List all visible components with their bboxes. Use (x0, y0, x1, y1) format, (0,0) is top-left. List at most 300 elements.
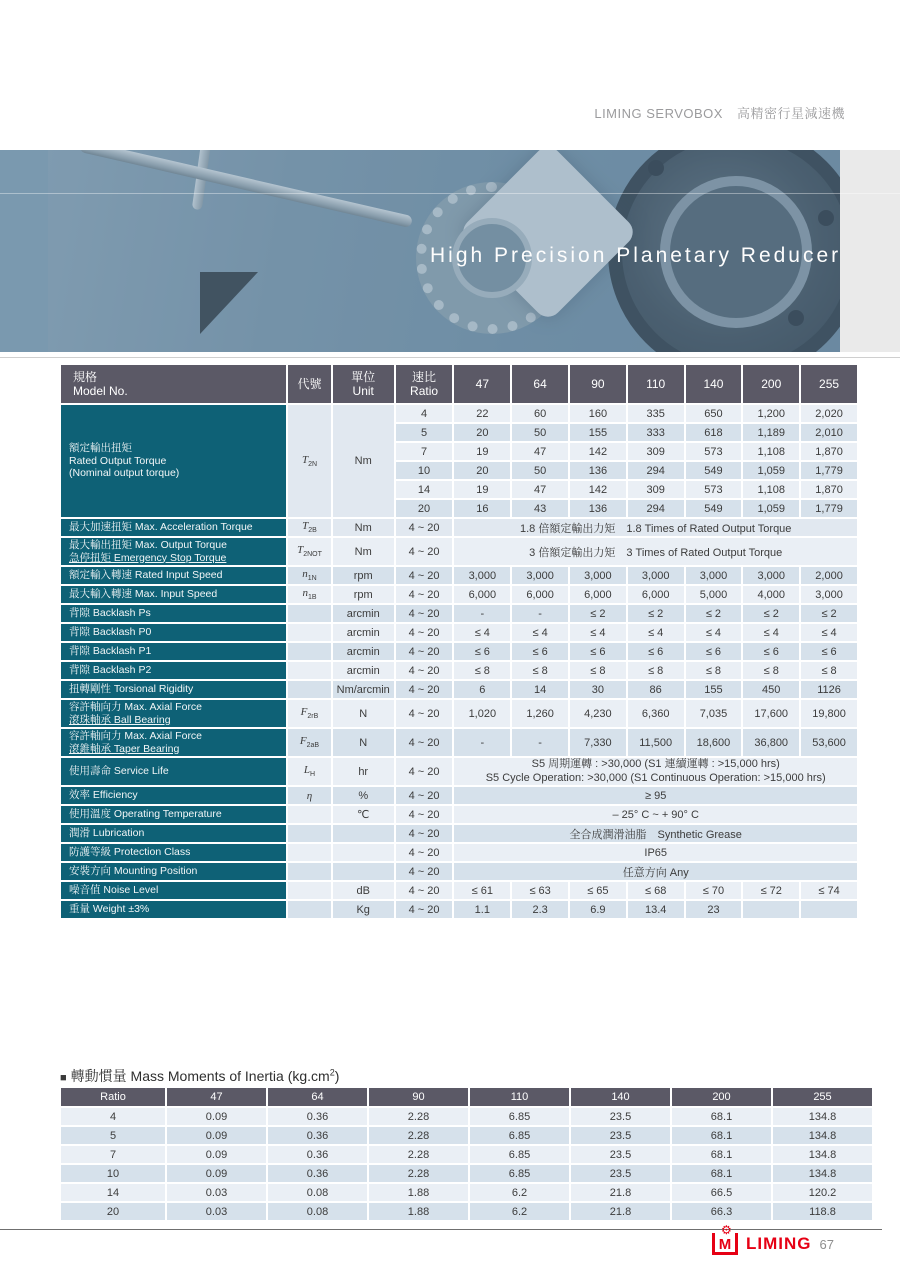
spec-value-cell: 450 (743, 681, 799, 698)
spec-value-cell: 3,000 (686, 567, 742, 584)
spec-symbol-cell (288, 605, 331, 622)
spec-value-cell: ≤ 4 (743, 624, 799, 641)
spec-value-cell: 7,330 (570, 729, 626, 756)
spec-value-cell: ≤ 8 (801, 662, 857, 679)
spec-label-line: 急停扭矩 Emergency Stop Torque (69, 551, 227, 564)
spec-symbol-cell (288, 758, 331, 785)
spec-header-model: 90 (570, 365, 626, 403)
inertia-value-cell: 6.85 (470, 1108, 569, 1125)
spec-value-cell: 43 (512, 500, 568, 517)
spec-value-cell: 1,189 (743, 424, 799, 441)
spec-unit-cell: Nm/arcmin (333, 681, 394, 698)
spec-ratio-cell: 4 ~ 20 (396, 586, 453, 603)
spec-value-cell: 2,010 (801, 424, 857, 441)
header-line: 規格 (73, 369, 98, 384)
spec-value-cell: 50 (512, 462, 568, 479)
spec-value-cell: 20 (454, 424, 510, 441)
inertia-value-cell: 0.03 (167, 1184, 266, 1201)
spec-unit-cell: % (333, 787, 394, 804)
spec-symbol-cell (288, 586, 331, 603)
spec-label-cell (61, 538, 286, 565)
spec-symbol-cell (288, 863, 331, 880)
spec-value-cell: ≤ 70 (686, 882, 742, 899)
inertia-value-cell: 0.09 (167, 1127, 266, 1144)
spec-value-cell: ≤ 6 (801, 643, 857, 660)
spec-symbol-cell (288, 844, 331, 861)
spec-value-cell: ≤ 2 (686, 605, 742, 622)
logo-letter: M (718, 1236, 732, 1253)
spec-value-cell: ≤ 6 (686, 643, 742, 660)
spec-label-line: 背隙 Backlash Ps (69, 607, 151, 620)
inertia-header-cell: 47 (167, 1088, 266, 1106)
spec-row (61, 519, 857, 536)
spec-value-cell: 1,108 (743, 481, 799, 498)
hero-title: High Precision Planetary Reducer (430, 244, 842, 267)
spec-value-cell: 549 (686, 500, 742, 517)
spec-unit-cell: dB (333, 882, 394, 899)
spec-label-line: 背隙 Backlash P0 (69, 626, 152, 639)
spec-ratio-cell: 4 ~ 20 (396, 758, 453, 785)
spec-value-cell: 3,000 (801, 586, 857, 603)
spec-value-cell: 573 (686, 481, 742, 498)
inertia-header-cell: 200 (672, 1088, 771, 1106)
inertia-value-cell: 0.09 (167, 1146, 266, 1163)
spec-value-cell: 6,000 (628, 586, 684, 603)
spec-label-line: 背隙 Backlash P1 (69, 645, 152, 658)
spec-value-cell: 6.9 (570, 901, 626, 918)
spec-ratio-cell: 4 ~ 20 (396, 863, 453, 880)
spec-header-unit (333, 365, 394, 403)
spec-label-line: 效率 Efficiency (69, 789, 138, 802)
spec-symbol-cell (288, 806, 331, 823)
spec-value-cell: 5,000 (686, 586, 742, 603)
spec-row (61, 825, 857, 842)
spec-value-cell: 13.4 (628, 901, 684, 918)
inertia-ratio-cell: 14 (61, 1184, 165, 1201)
spec-label-cell (61, 882, 286, 899)
top-rule-line (0, 357, 900, 358)
header-brand-text: LIMING SERVOBOX (594, 106, 723, 121)
spec-label-cell (61, 519, 286, 536)
spec-row (61, 863, 857, 880)
inertia-row (61, 1165, 872, 1182)
header-line: 單位 (351, 369, 376, 384)
spec-value-cell: 1,870 (801, 443, 857, 460)
spec-label-cell (61, 844, 286, 861)
spec-row (61, 662, 857, 679)
spec-unit-cell: arcmin (333, 605, 394, 622)
spec-value-cell: 6 (454, 681, 510, 698)
spec-value-cell: ≤ 8 (686, 662, 742, 679)
inertia-header-cell: 64 (268, 1088, 367, 1106)
spec-unit-cell: Nm (333, 538, 394, 565)
spec-label-line: 滾錐軸承 Taper Bearing (69, 742, 180, 755)
symbol-text: $F_{2rB}$ (300, 706, 319, 721)
inertia-table-head (61, 1088, 872, 1106)
inertia-value-cell: 68.1 (672, 1165, 771, 1182)
inertia-value-cell: 118.8 (773, 1203, 872, 1220)
spec-row (61, 787, 857, 804)
spec-value-cell: 1,260 (512, 700, 568, 727)
spec-unit-cell: Nm (333, 405, 394, 517)
spec-row (61, 405, 857, 422)
spec-value-cell: 650 (686, 405, 742, 422)
spec-label-cell (61, 605, 286, 622)
spec-value-cell: 294 (628, 462, 684, 479)
inertia-value-cell: 134.8 (773, 1165, 872, 1182)
inertia-value-cell: 0.36 (268, 1108, 367, 1125)
spec-label-cell (61, 700, 286, 727)
spec-value-cell: ≤ 6 (743, 643, 799, 660)
inertia-value-cell: 21.8 (571, 1203, 670, 1220)
spec-unit-cell: N (333, 700, 394, 727)
spec-unit-cell: arcmin (333, 643, 394, 660)
spec-header-row (61, 365, 857, 403)
spec-label-line: 容許軸向力 Max. Axial Force (69, 700, 203, 713)
spec-unit-cell: arcmin (333, 662, 394, 679)
spec-value-cell: 1,059 (743, 462, 799, 479)
header-line: Unit (352, 384, 374, 398)
spec-symbol-cell (288, 681, 331, 698)
spec-label-line: 滾珠軸承 Ball Bearing (69, 713, 171, 726)
spec-value-cell: 4,230 (570, 700, 626, 727)
spec-symbol-cell (288, 787, 331, 804)
spec-row (61, 624, 857, 641)
spec-value-cell: 549 (686, 462, 742, 479)
hero-divider-line (0, 193, 900, 194)
spec-table (59, 363, 859, 920)
spec-value-cell: 1,020 (454, 700, 510, 727)
footer-brand-text: LIMING (746, 1234, 812, 1253)
spec-unit-cell (333, 863, 394, 880)
header-line: 代號 (297, 376, 322, 391)
spec-symbol-cell (288, 643, 331, 660)
spec-value-cell: 2,000 (801, 567, 857, 584)
header-chinese-text: 高精密行星減速機 (736, 106, 845, 121)
symbol-text: $L_H$ (303, 764, 316, 779)
spec-value-cell: 19,800 (801, 700, 857, 727)
spec-value-cell: ≤ 6 (454, 643, 510, 660)
inertia-value-cell: 2.28 (369, 1165, 468, 1182)
spec-label-line: 容許軸向力 Max. Axial Force (69, 729, 203, 742)
inertia-value-cell: 66.5 (672, 1184, 771, 1201)
spec-header-model: 110 (628, 365, 684, 403)
spec-value-cell: 30 (570, 681, 626, 698)
spec-value-cell: 3,000 (628, 567, 684, 584)
header-line: 速比 (412, 369, 437, 384)
span-line: S5 Cycle Operation: >30,000 (S1 Continuous Operation: >15,000 hrs) (485, 771, 826, 784)
spec-label-cell (61, 787, 286, 804)
spec-label-line: (Nominal output torque) (69, 467, 180, 480)
spec-row (61, 882, 857, 899)
inertia-header-cell: Ratio (61, 1088, 165, 1106)
inertia-value-cell: 2.28 (369, 1127, 468, 1144)
spec-value-cell (743, 901, 799, 918)
spec-value-cell: 3,000 (512, 567, 568, 584)
spec-header-code (288, 365, 331, 403)
spec-value-cell: ≤ 4 (801, 624, 857, 641)
spec-value-cell: - (512, 729, 568, 756)
hero-right-margin (840, 150, 900, 352)
inertia-header-cell: 255 (773, 1088, 872, 1106)
spec-value-cell: ≤ 8 (454, 662, 510, 679)
inertia-value-cell: 1.88 (369, 1184, 468, 1201)
spec-value-cell: 17,600 (743, 700, 799, 727)
spec-value-cell: 4,000 (743, 586, 799, 603)
page-number: 67 (819, 1236, 834, 1252)
inertia-value-cell: 6.2 (470, 1203, 569, 1220)
spec-value-cell: ≤ 6 (628, 643, 684, 660)
spec-header-model: 255 (801, 365, 857, 403)
spec-value-cell (801, 901, 857, 918)
inertia-value-cell: 0.09 (167, 1165, 266, 1182)
spec-label-line: 防護等級 Protection Class (69, 846, 191, 859)
inertia-ratio-cell: 5 (61, 1127, 165, 1144)
spec-value-cell: ≤ 63 (512, 882, 568, 899)
spec-label-cell (61, 586, 286, 603)
spec-span-cell: IP65 (454, 844, 857, 861)
spec-value-cell: ≤ 2 (801, 605, 857, 622)
inertia-table (59, 1086, 874, 1222)
spec-ratio-cell: 4 ~ 20 (396, 662, 453, 679)
spec-value-cell: ≤ 4 (454, 624, 510, 641)
spec-symbol-cell (288, 700, 331, 727)
symbol-text: $F_{2aB}$ (299, 735, 320, 750)
inertia-header-cell: 110 (470, 1088, 569, 1106)
spec-header-model: 64 (512, 365, 568, 403)
inertia-value-cell: 6.85 (470, 1146, 569, 1163)
spec-label-cell (61, 643, 286, 660)
spec-value-cell: - (454, 605, 510, 622)
spec-value-cell: 36,800 (743, 729, 799, 756)
spec-label-line: 背隙 Backlash P2 (69, 664, 152, 677)
spec-value-cell: ≤ 8 (743, 662, 799, 679)
spec-span-cell: 任意方向 Any (454, 863, 857, 880)
spec-ratio-cell: 4 ~ 20 (396, 519, 453, 536)
inertia-title-sup: 2 (329, 1067, 335, 1078)
spec-label-cell (61, 758, 286, 785)
inertia-value-cell: 23.5 (571, 1165, 670, 1182)
spec-value-cell: ≤ 6 (570, 643, 626, 660)
spec-value-cell: ≤ 2 (743, 605, 799, 622)
inertia-value-cell: 2.28 (369, 1108, 468, 1125)
spec-value-cell: ≤ 4 (570, 624, 626, 641)
spec-symbol-cell (288, 882, 331, 899)
inertia-row (61, 1108, 872, 1125)
inertia-row (61, 1146, 872, 1163)
spec-symbol-cell (288, 538, 331, 565)
inertia-value-cell: 23.5 (571, 1108, 670, 1125)
spec-header-model-no (61, 365, 286, 403)
inertia-value-cell: 21.8 (571, 1184, 670, 1201)
spec-unit-cell: rpm (333, 567, 394, 584)
spec-table-body (61, 405, 857, 918)
spec-ratio-cell: 14 (396, 481, 453, 498)
spec-value-cell: 1,059 (743, 500, 799, 517)
spec-label-cell (61, 662, 286, 679)
inertia-value-cell: 66.3 (672, 1203, 771, 1220)
spec-value-cell: 618 (686, 424, 742, 441)
header-line: Ratio (410, 384, 439, 398)
inertia-value-cell: 0.08 (268, 1184, 367, 1201)
spec-symbol-cell (288, 405, 331, 517)
spec-header-ratio (396, 365, 453, 403)
spec-label-line: 最大輸出扭矩 Max. Output Torque (69, 538, 227, 551)
spec-ratio-cell: 4 ~ 20 (396, 729, 453, 756)
spec-value-cell: 20 (454, 462, 510, 479)
spec-label-line: 噪音值 Noise Level (69, 884, 159, 897)
spec-label-cell (61, 901, 286, 918)
inertia-value-cell: 68.1 (672, 1146, 771, 1163)
spec-unit-cell: ℃ (333, 806, 394, 823)
spec-value-cell: 19 (454, 443, 510, 460)
spec-value-cell: 2.3 (512, 901, 568, 918)
spec-symbol-cell (288, 729, 331, 756)
spec-label-line: 使用壽命 Service Life (69, 765, 169, 778)
spec-value-cell: - (454, 729, 510, 756)
spec-row (61, 758, 857, 785)
inertia-ratio-cell: 4 (61, 1108, 165, 1125)
inertia-value-cell: 6.85 (470, 1165, 569, 1182)
spec-value-cell: 1.1 (454, 901, 510, 918)
spec-ratio-cell: 20 (396, 500, 453, 517)
spec-value-cell: 294 (628, 500, 684, 517)
spec-row (61, 586, 857, 603)
spec-unit-cell (333, 844, 394, 861)
spec-ratio-cell: 4 ~ 20 (396, 538, 453, 565)
inertia-value-cell: 6.2 (470, 1184, 569, 1201)
spec-row (61, 681, 857, 698)
inertia-value-cell: 23.5 (571, 1127, 670, 1144)
inertia-table-body (61, 1108, 872, 1220)
spec-symbol-cell (288, 662, 331, 679)
inertia-value-cell: 120.2 (773, 1184, 872, 1201)
symbol-text: $T_{2NOT}$ (297, 544, 322, 559)
liming-logo-icon (712, 1223, 738, 1255)
symbol-text: $T_{2B}$ (302, 520, 317, 535)
inertia-value-cell: 134.8 (773, 1127, 872, 1144)
spec-value-cell: ≤ 4 (628, 624, 684, 641)
spec-value-cell: ≤ 72 (743, 882, 799, 899)
spec-label-line: 額定輸出扭矩 (69, 441, 132, 454)
spec-label-cell (61, 567, 286, 584)
spec-table-head (61, 365, 857, 403)
spec-value-cell: 1126 (801, 681, 857, 698)
spec-span-cell: 1.8 倍額定輸出力矩 1.8 Times of Rated Output Torque (454, 519, 857, 536)
spec-label-line: 最大輸入轉速 Max. Input Speed (69, 588, 218, 601)
symbol-text: $T_{2N}$ (301, 453, 318, 469)
inertia-title-close: ) (334, 1068, 340, 1084)
spec-unit-cell (333, 825, 394, 842)
spec-value-cell: 3,000 (743, 567, 799, 584)
spec-symbol-cell (288, 519, 331, 536)
spec-label-line: 重量 Weight ±3% (69, 903, 150, 916)
spec-value-cell: ≤ 4 (512, 624, 568, 641)
spec-label-cell (61, 624, 286, 641)
spec-label-line: 扭轉剛性 Torsional Rigidity (69, 683, 194, 696)
spec-value-cell: 335 (628, 405, 684, 422)
hero-left-strip (0, 150, 48, 352)
spec-row (61, 901, 857, 918)
square-bullet-icon: ■ (60, 1072, 67, 1084)
hero-banner (0, 150, 900, 352)
spec-unit-cell: Nm (333, 519, 394, 536)
inertia-ratio-cell: 10 (61, 1165, 165, 1182)
spec-span-cell (454, 758, 857, 785)
spec-value-cell: 573 (686, 443, 742, 460)
spec-row (61, 538, 857, 565)
spec-row (61, 605, 857, 622)
spec-row (61, 729, 857, 756)
spec-table-section (59, 363, 859, 920)
spec-value-cell: 155 (686, 681, 742, 698)
symbol-text: η (306, 789, 313, 802)
spec-value-cell: 18,600 (686, 729, 742, 756)
spec-header-model: 200 (743, 365, 799, 403)
spec-span-cell: ≥ 95 (454, 787, 857, 804)
spec-value-cell: 19 (454, 481, 510, 498)
spec-value-cell: 14 (512, 681, 568, 698)
spec-value-cell: 60 (512, 405, 568, 422)
inertia-value-cell: 0.36 (268, 1165, 367, 1182)
spec-unit-cell: N (333, 729, 394, 756)
spec-value-cell: - (512, 605, 568, 622)
spec-span-cell: 全合成潤滑油脂 Synthetic Grease (454, 825, 857, 842)
spec-ratio-cell: 4 ~ 20 (396, 825, 453, 842)
spec-value-cell: 6,000 (570, 586, 626, 603)
spec-value-cell: 47 (512, 443, 568, 460)
spec-ratio-cell: 7 (396, 443, 453, 460)
inertia-row (61, 1203, 872, 1220)
inertia-row (61, 1127, 872, 1144)
spec-value-cell: ≤ 68 (628, 882, 684, 899)
inertia-value-cell: 0.03 (167, 1203, 266, 1220)
spec-ratio-cell: 4 ~ 20 (396, 567, 453, 584)
spec-value-cell: ≤ 2 (570, 605, 626, 622)
spec-label-line: 額定輸入轉速 Rated Input Speed (69, 569, 223, 582)
spec-value-cell: 86 (628, 681, 684, 698)
spec-row (61, 643, 857, 660)
spec-label-line: Rated Output Torque (69, 454, 167, 467)
spec-value-cell: 309 (628, 443, 684, 460)
spec-ratio-cell: 4 ~ 20 (396, 806, 453, 823)
inertia-ratio-cell: 20 (61, 1203, 165, 1220)
inertia-value-cell: 2.28 (369, 1146, 468, 1163)
spec-value-cell: 47 (512, 481, 568, 498)
inertia-header-row (61, 1088, 872, 1106)
spec-value-cell: 1,779 (801, 500, 857, 517)
spec-value-cell: 1,108 (743, 443, 799, 460)
spec-label-cell (61, 681, 286, 698)
spec-row (61, 700, 857, 727)
spec-ratio-cell: 4 ~ 20 (396, 787, 453, 804)
spec-header-model: 47 (454, 365, 510, 403)
spec-value-cell: ≤ 8 (512, 662, 568, 679)
spec-value-cell: 16 (454, 500, 510, 517)
spec-label-cell (61, 806, 286, 823)
inertia-header-cell: 140 (571, 1088, 670, 1106)
spec-label-line: 安裝方向 Mounting Position (69, 865, 198, 878)
inertia-value-cell: 1.88 (369, 1203, 468, 1220)
spec-row (61, 567, 857, 584)
spec-ratio-cell: 4 ~ 20 (396, 700, 453, 727)
spec-value-cell: 160 (570, 405, 626, 422)
spec-ratio-cell: 4 ~ 20 (396, 624, 453, 641)
spec-unit-cell: arcmin (333, 624, 394, 641)
spec-label-cell (61, 729, 286, 756)
inertia-title (60, 1066, 339, 1086)
inertia-header-cell: 90 (369, 1088, 468, 1106)
